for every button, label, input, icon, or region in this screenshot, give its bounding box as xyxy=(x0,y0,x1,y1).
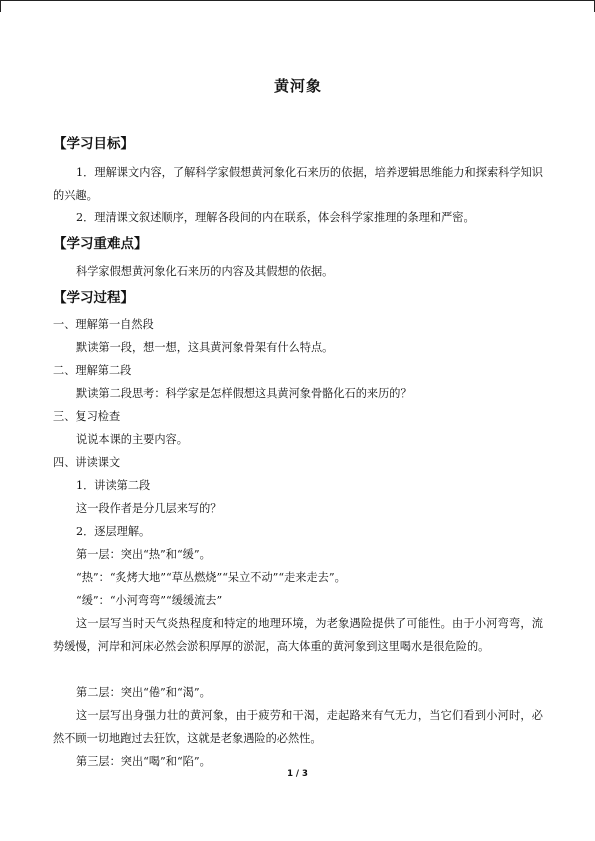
header-rule xyxy=(0,0,595,1)
key-text: 科学家假想黄河象化石来历的内容及其假想的依据。 xyxy=(76,265,334,278)
page-title: 黄河象 xyxy=(273,77,322,95)
goal-item-2: 2．理清课文叙述顺序，理解各段间的内在联系，体会科学家推理的条理和严密。 xyxy=(76,211,475,224)
step-4-title: 四、讲读课文 xyxy=(53,456,121,469)
layer-1-paragraph: 这一层写当时天气炎热程度和特定的地理环境，为老象遇险提供了可能性。由于小河弯弯，流势缓慢，河岸和河床必然会淤积厚厚的淤泥，高大体重的黄河象到这里喝水是很危险的。 xyxy=(53,617,543,653)
step-4-1: 1．讲读第二段 xyxy=(76,479,151,492)
layer-1-hot: “热”：“炙烤大地”“草丛燃烧”“呆立不动”“走来走去”。 xyxy=(76,571,346,584)
step-4-1-question: 这一段作者是分几层来写的？ xyxy=(76,502,222,515)
goals-heading: 【学习目标】 xyxy=(53,136,134,152)
step-1-text: 默读第一段，想一想，这具黄河象骨架有什么特点。 xyxy=(76,341,334,354)
step-4-2: 2．逐层理解。 xyxy=(76,525,151,538)
step-2-text: 默读第二段思考：科学家是怎样假想这具黄河象骨骼化石的来历的？ xyxy=(76,387,412,400)
step-3-title: 三、复习检查 xyxy=(53,410,121,423)
page-number: 1 / 3 xyxy=(287,769,308,779)
step-1-title: 一、理解第一自然段 xyxy=(53,318,154,331)
layer-3: 第三层：突出“喝”和“陷”。 xyxy=(76,755,211,768)
layer-1-slow: “缓”：“小河弯弯”“缓缓流去” xyxy=(76,594,223,607)
process-heading: 【学习过程】 xyxy=(53,290,134,306)
layer-1: 第一层：突出“热”和“缓”。 xyxy=(76,548,211,561)
step-2-title: 二、理解第二段 xyxy=(53,364,132,377)
goal-item-1: 1．理解课文内容，了解科学家假想黄河象化石来历的依据，培养逻辑思维能力和探索科学知识的兴趣。 xyxy=(53,166,543,202)
layer-2-paragraph: 这一层写出身强力壮的黄河象，由于疲劳和干渴，走起路来有气无力，当它们看到小河时，必然不顾一切地跑过去狂饮，这就是老象遇险的必然性。 xyxy=(53,709,543,745)
layer-2: 第二层：突出“倦”和“渴”。 xyxy=(76,686,211,699)
key-heading: 【学习重难点】 xyxy=(53,236,148,252)
crop-mark-left xyxy=(0,0,1,12)
step-3-text: 说说本课的主要内容。 xyxy=(76,433,188,446)
